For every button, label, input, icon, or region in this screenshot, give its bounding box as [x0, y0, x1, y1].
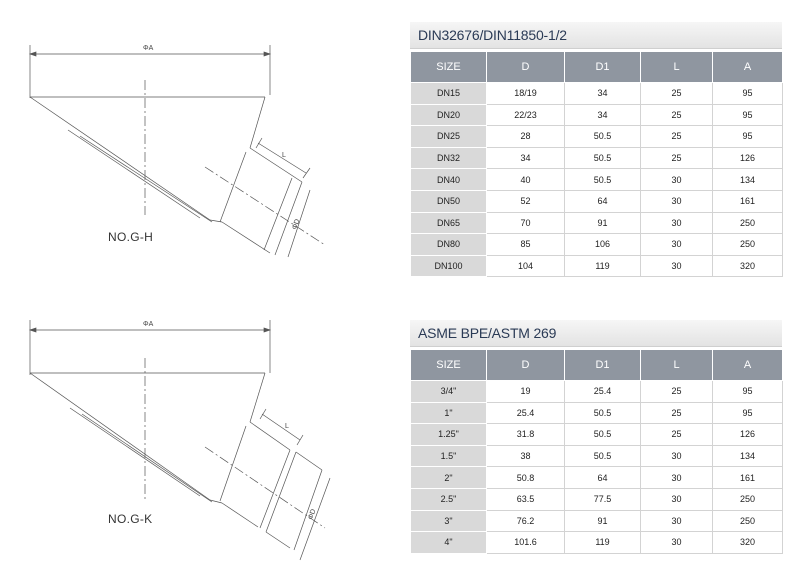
table-row — [411, 445, 783, 467]
table-title: ASME BPE/ASTM 269 — [410, 320, 782, 347]
value-cell: 30 — [641, 488, 713, 510]
value-cell: 34 — [565, 104, 641, 126]
size-cell: 1.25" — [411, 424, 487, 446]
value-cell: 30 — [641, 510, 713, 532]
value-cell: 18/19 — [487, 83, 565, 105]
size-cell: 2" — [411, 467, 487, 489]
table-row — [411, 467, 783, 489]
value-cell: 126 — [713, 424, 783, 446]
value-cell: 126 — [713, 147, 783, 169]
value-cell: 25 — [641, 402, 713, 424]
drawing-g-h — [0, 0, 400, 286]
size-cell: 2.5" — [411, 488, 487, 510]
table-row — [411, 190, 783, 212]
value-cell: 30 — [641, 234, 713, 256]
size-cell: DN25 — [411, 126, 487, 148]
table-header-row — [411, 52, 783, 83]
value-cell: 25.4 — [565, 381, 641, 403]
size-cell: DN80 — [411, 234, 487, 256]
table-row — [411, 147, 783, 169]
value-cell: 95 — [713, 126, 783, 148]
value-cell: 161 — [713, 467, 783, 489]
value-cell: 50.5 — [565, 445, 641, 467]
dim-d-label: ΦD — [307, 508, 318, 521]
value-cell: 70 — [487, 212, 565, 234]
table-row — [411, 255, 783, 277]
value-cell: 40 — [487, 169, 565, 191]
value-cell: 25 — [641, 104, 713, 126]
value-cell: 25 — [641, 381, 713, 403]
column-header-d: D — [487, 350, 565, 381]
table-row — [411, 488, 783, 510]
size-cell: 1.5" — [411, 445, 487, 467]
value-cell: 95 — [713, 104, 783, 126]
din-spec-table-block — [410, 22, 782, 277]
asme-spec-table — [410, 349, 783, 554]
table-row — [411, 126, 783, 148]
value-cell: 25 — [641, 147, 713, 169]
column-header-l: L — [641, 350, 713, 381]
dim-l-label: L — [282, 152, 286, 159]
dim-a-label: ΦA — [143, 45, 154, 52]
size-cell: DN15 — [411, 83, 487, 105]
value-cell: 95 — [713, 402, 783, 424]
value-cell: 320 — [713, 532, 783, 554]
value-cell: 250 — [713, 212, 783, 234]
value-cell: 119 — [565, 532, 641, 554]
value-cell: 320 — [713, 255, 783, 277]
dim-l-label: L — [285, 423, 289, 430]
table-row — [411, 169, 783, 191]
value-cell: 104 — [487, 255, 565, 277]
table-row — [411, 402, 783, 424]
fitting-drawing-g-h — [0, 0, 400, 286]
value-cell: 91 — [565, 212, 641, 234]
value-cell: 19 — [487, 381, 565, 403]
value-cell: 119 — [565, 255, 641, 277]
value-cell: 30 — [641, 169, 713, 191]
column-header-size: SIZE — [411, 52, 487, 83]
column-header-d: D — [487, 52, 565, 83]
value-cell: 25.4 — [487, 402, 565, 424]
value-cell: 30 — [641, 532, 713, 554]
table-header-row — [411, 350, 783, 381]
table-row — [411, 234, 783, 256]
value-cell: 95 — [713, 381, 783, 403]
drawing-g-k — [0, 300, 400, 572]
value-cell: 25 — [641, 83, 713, 105]
value-cell: 85 — [487, 234, 565, 256]
size-cell: DN100 — [411, 255, 487, 277]
value-cell: 134 — [713, 445, 783, 467]
value-cell: 30 — [641, 190, 713, 212]
value-cell: 28 — [487, 126, 565, 148]
value-cell: 95 — [713, 83, 783, 105]
model-label: NO.G-H — [108, 230, 154, 244]
value-cell: 52 — [487, 190, 565, 212]
table-row — [411, 83, 783, 105]
value-cell: 64 — [565, 190, 641, 212]
table-row — [411, 424, 783, 446]
size-cell: 3" — [411, 510, 487, 532]
table-row — [411, 532, 783, 554]
value-cell: 250 — [713, 488, 783, 510]
column-header-size: SIZE — [411, 350, 487, 381]
value-cell: 63.5 — [487, 488, 565, 510]
column-header-d1: D1 — [565, 350, 641, 381]
value-cell: 50.5 — [565, 402, 641, 424]
value-cell: 25 — [641, 126, 713, 148]
column-header-a: A — [713, 52, 783, 83]
value-cell: 25 — [641, 424, 713, 446]
asme-spec-table-block — [410, 320, 782, 554]
value-cell: 50.5 — [565, 424, 641, 446]
size-cell: 1" — [411, 402, 487, 424]
value-cell: 106 — [565, 234, 641, 256]
value-cell: 34 — [565, 83, 641, 105]
fitting-drawing-g-k — [0, 300, 400, 572]
value-cell: 30 — [641, 467, 713, 489]
value-cell: 50.8 — [487, 467, 565, 489]
size-cell: DN32 — [411, 147, 487, 169]
value-cell: 30 — [641, 255, 713, 277]
value-cell: 76.2 — [487, 510, 565, 532]
din-spec-table — [410, 51, 783, 277]
value-cell: 30 — [641, 212, 713, 234]
value-cell: 30 — [641, 445, 713, 467]
value-cell: 250 — [713, 510, 783, 532]
column-header-d1: D1 — [565, 52, 641, 83]
model-label: NO.G-K — [108, 512, 153, 526]
value-cell: 161 — [713, 190, 783, 212]
value-cell: 250 — [713, 234, 783, 256]
value-cell: 64 — [565, 467, 641, 489]
value-cell: 34 — [487, 147, 565, 169]
dim-a-label: ΦA — [143, 321, 154, 328]
dim-d-label: ΦD — [291, 218, 302, 231]
table-row — [411, 104, 783, 126]
size-cell: DN40 — [411, 169, 487, 191]
size-cell: DN50 — [411, 190, 487, 212]
value-cell: 50.5 — [565, 169, 641, 191]
value-cell: 31.8 — [487, 424, 565, 446]
table-row — [411, 212, 783, 234]
table-row — [411, 381, 783, 403]
value-cell: 101.6 — [487, 532, 565, 554]
value-cell: 50.5 — [565, 147, 641, 169]
size-cell: DN20 — [411, 104, 487, 126]
size-cell: 4" — [411, 532, 487, 554]
size-cell: 3/4" — [411, 381, 487, 403]
value-cell: 91 — [565, 510, 641, 532]
column-header-a: A — [713, 350, 783, 381]
column-header-l: L — [641, 52, 713, 83]
value-cell: 38 — [487, 445, 565, 467]
value-cell: 50.5 — [565, 126, 641, 148]
value-cell: 22/23 — [487, 104, 565, 126]
table-title: DIN32676/DIN11850-1/2 — [410, 22, 782, 49]
size-cell: DN65 — [411, 212, 487, 234]
value-cell: 77.5 — [565, 488, 641, 510]
table-row — [411, 510, 783, 532]
value-cell: 134 — [713, 169, 783, 191]
